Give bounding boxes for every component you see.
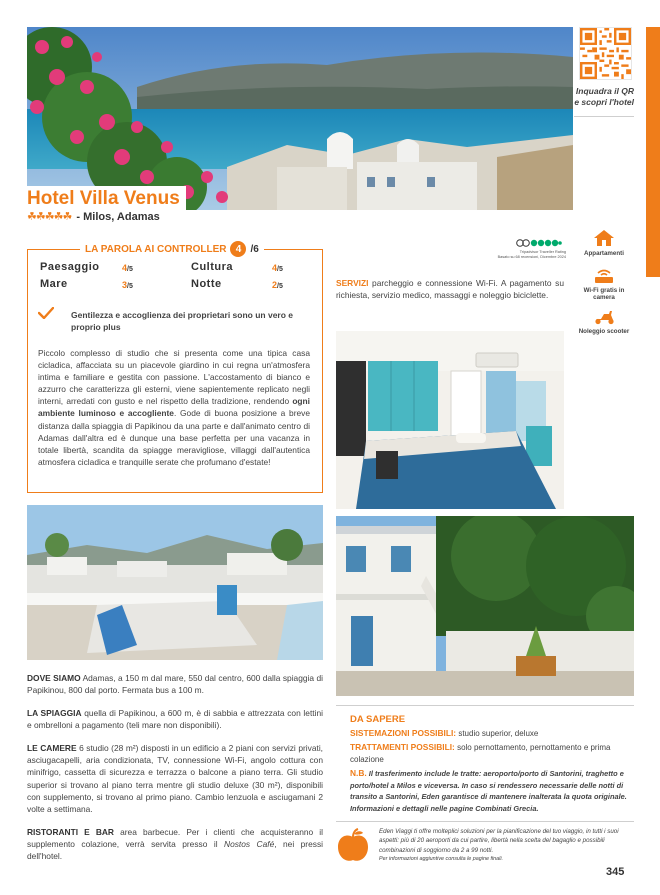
check-icon <box>38 307 54 319</box>
wifi-icon <box>594 268 614 284</box>
rating-number: 4 <box>272 263 278 273</box>
hotel-separator: - <box>76 211 84 223</box>
divider <box>574 116 634 117</box>
board-text: solo pernottamento, pernottamento e prima colazione <box>350 743 611 764</box>
da-sapere-title: DA SAPERE <box>350 714 406 725</box>
hotel-subtitle <box>27 210 160 223</box>
restaurants-text: area barbecue. Per i clienti che acquisteranno il supplemento colazione, verrà servita presso il <box>27 827 323 850</box>
hotel-location: Milos, Adamas <box>83 211 160 223</box>
tripadvisor-rating-icon <box>516 239 562 247</box>
rating-label: Mare <box>40 278 68 290</box>
eden-small-text: Per informazioni aggiuntive consulta le pagine finali. <box>379 855 504 862</box>
hero-photo <box>27 27 573 210</box>
nb-text: Il trasferimento include le tratte: aeroporto/porto di Santorini, traghetto e porto/hotel a Milos e viceversa. In caso si rendessero necessarie delle notti di transito a Santorini, Eden garantisce di mantenere inalterata la quota originale. Informazioni e dettagli nelle pagine Combinati Grecia. <box>350 769 627 813</box>
controller-score-max: /6 <box>250 243 259 255</box>
rating-scale: /5 <box>277 266 283 273</box>
rating-scale: /5 <box>127 266 133 273</box>
rating-stars: ☘☘☘☘☘ <box>27 211 72 223</box>
controller-description <box>38 347 310 468</box>
controller-title-text: LA PAROLA AI CONTROLLER <box>85 243 227 255</box>
rooms-paragraph <box>27 742 323 815</box>
rating-label: Notte <box>191 278 222 290</box>
eden-note <box>379 827 635 864</box>
page-number: 345 <box>606 866 625 878</box>
rating-value <box>122 280 133 290</box>
tripadvisor-line: Basato su 68 recensioni, Dicembre 2024 <box>497 255 566 259</box>
services-label: SERVIZI <box>336 278 369 288</box>
description-text: Piccolo complesso di studio che si presenta come una tipica casa cicladica, affacciata su un piacevole giardino in cui regna un'atmosfera intima e familiare e gestita con passione. L'accostamento di bianco e azzurro che caratterizza gli esterni, viene sapientemente replicato negli interni, arredati con gusto e nel rispetto della tradizione, rendendo <box>38 348 310 407</box>
location-paragraph <box>27 672 323 696</box>
eden-text: Eden Viaggi ti offre molteplici soluzioni per la pianificazione del tuo viaggio, in tutti i suoi aspetti: più di 20 aeroporti da cui partire, libertà nella scelta del bagaglio e possibili combinazioni di soggiorno da 2 a 99 notti. <box>379 828 619 854</box>
rating-value <box>272 280 283 290</box>
description-text: . Gode di buona posizione a breve distanza dalla spiaggia di Papikinou da una parte e dall'animato centro di Adamas dall'altra ed è dunque una base perfetta per una vacanza in totale libertà, scandita da spiagge meravigliose, villaggi dall'autentica atmosfera cicladica e tranquille serate che profumano d'estate! <box>38 408 310 467</box>
rating-scale: /5 <box>277 283 283 290</box>
restaurants-label: RISTORANTI E BAR <box>27 827 114 837</box>
amenity-label: Wi-Fi gratis in camera <box>583 287 625 301</box>
bedroom-photo <box>336 331 564 509</box>
restaurants-text: , nei pressi dell'hotel. <box>27 839 323 862</box>
exterior-photo <box>336 516 634 696</box>
beach-text: quella di Papikinou, a 600 m, è di sabbia e attrezzata con lettini e ombrelloni a pagamento (teli mare non disponibili). <box>27 708 323 731</box>
beach-paragraph <box>27 707 323 731</box>
tripadvisor-caption <box>476 250 566 260</box>
terrace-photo <box>27 505 323 660</box>
restaurants-italic: Nostos Café <box>224 839 275 850</box>
amenity-label: Appartamenti <box>584 250 624 257</box>
services-paragraph <box>336 277 564 301</box>
controller-title <box>80 241 264 257</box>
house-icon <box>593 229 615 247</box>
qr-caption-line2: e scopri l'hotel <box>574 97 634 107</box>
accommodations-line <box>350 728 632 740</box>
rating-number: 2 <box>272 280 278 290</box>
restaurants-paragraph <box>27 826 323 863</box>
scooter-icon <box>593 309 615 325</box>
divider <box>336 821 634 822</box>
location-text: Adamas, a 150 m dal mare, 550 dal centro, 600 dalla spiaggia di Papikinou, 800 dal porto. Fermata bus a 100 m. <box>27 673 323 696</box>
qr-caption-line1: Inquadra il QR <box>575 86 634 96</box>
qr-caption <box>568 86 634 108</box>
description-bold: ogni ambiente luminoso e accogliente <box>38 396 310 419</box>
rating-number: 4 <box>122 263 128 273</box>
rating-value <box>272 263 283 273</box>
nb-label: N.B. <box>350 768 367 778</box>
board-label: TRATTAMENTI POSSIBILI: <box>350 742 455 752</box>
rooms-label: LE CAMERE <box>27 743 77 753</box>
tripadvisor-line: Tripadvisor Traveller Rating <box>519 250 566 254</box>
qr-code[interactable] <box>579 27 632 80</box>
beach-label: LA SPIAGGIA <box>27 708 82 718</box>
divider <box>336 705 634 706</box>
section-tab <box>646 27 660 277</box>
controller-score-badge: 4 <box>230 241 246 257</box>
amenity-label: Noleggio scooter <box>578 328 630 335</box>
apple-logo-icon <box>336 828 370 864</box>
board-line <box>350 742 632 765</box>
rating-value <box>122 263 133 273</box>
rating-label: Cultura <box>191 261 233 273</box>
nb-paragraph <box>350 768 632 814</box>
location-label: DOVE SIAMO <box>27 673 81 683</box>
controller-max-value: 6 <box>253 243 259 255</box>
rating-scale: /5 <box>127 283 133 290</box>
rooms-text: 6 studio (28 m²) disposti in un edificio a 2 piani con servizi privati, asciugacapelli, aria condizionata, TV, connessione Wi-Fi, angolo cottura con minifrigo, cassetta di sicurezza e terrazza o balcone a piano terra. Gli studio superior si trovano al piano terra mentre gli studio deluxe (30 m²), disponibili con supplemento, si trovano al primo piano. Cambio lenzuola e asciugamani 2 volte a settimana. <box>27 743 324 815</box>
controller-note: Gentilezza e accoglienza dei proprietari sono un vero e proprio plus <box>71 310 294 332</box>
hotel-name: Hotel Villa Venus <box>27 186 186 210</box>
rating-label: Paesaggio <box>40 261 100 273</box>
services-text: parcheggio e connessione Wi-Fi. A pagamento su richiesta, servizio medico, massaggi e noleggio biciclette. <box>336 278 564 301</box>
rating-number: 3 <box>122 280 128 290</box>
accommodations-text: studio superior, deluxe <box>456 729 539 738</box>
accommodations-label: SISTEMAZIONI POSSIBILI: <box>350 728 457 738</box>
